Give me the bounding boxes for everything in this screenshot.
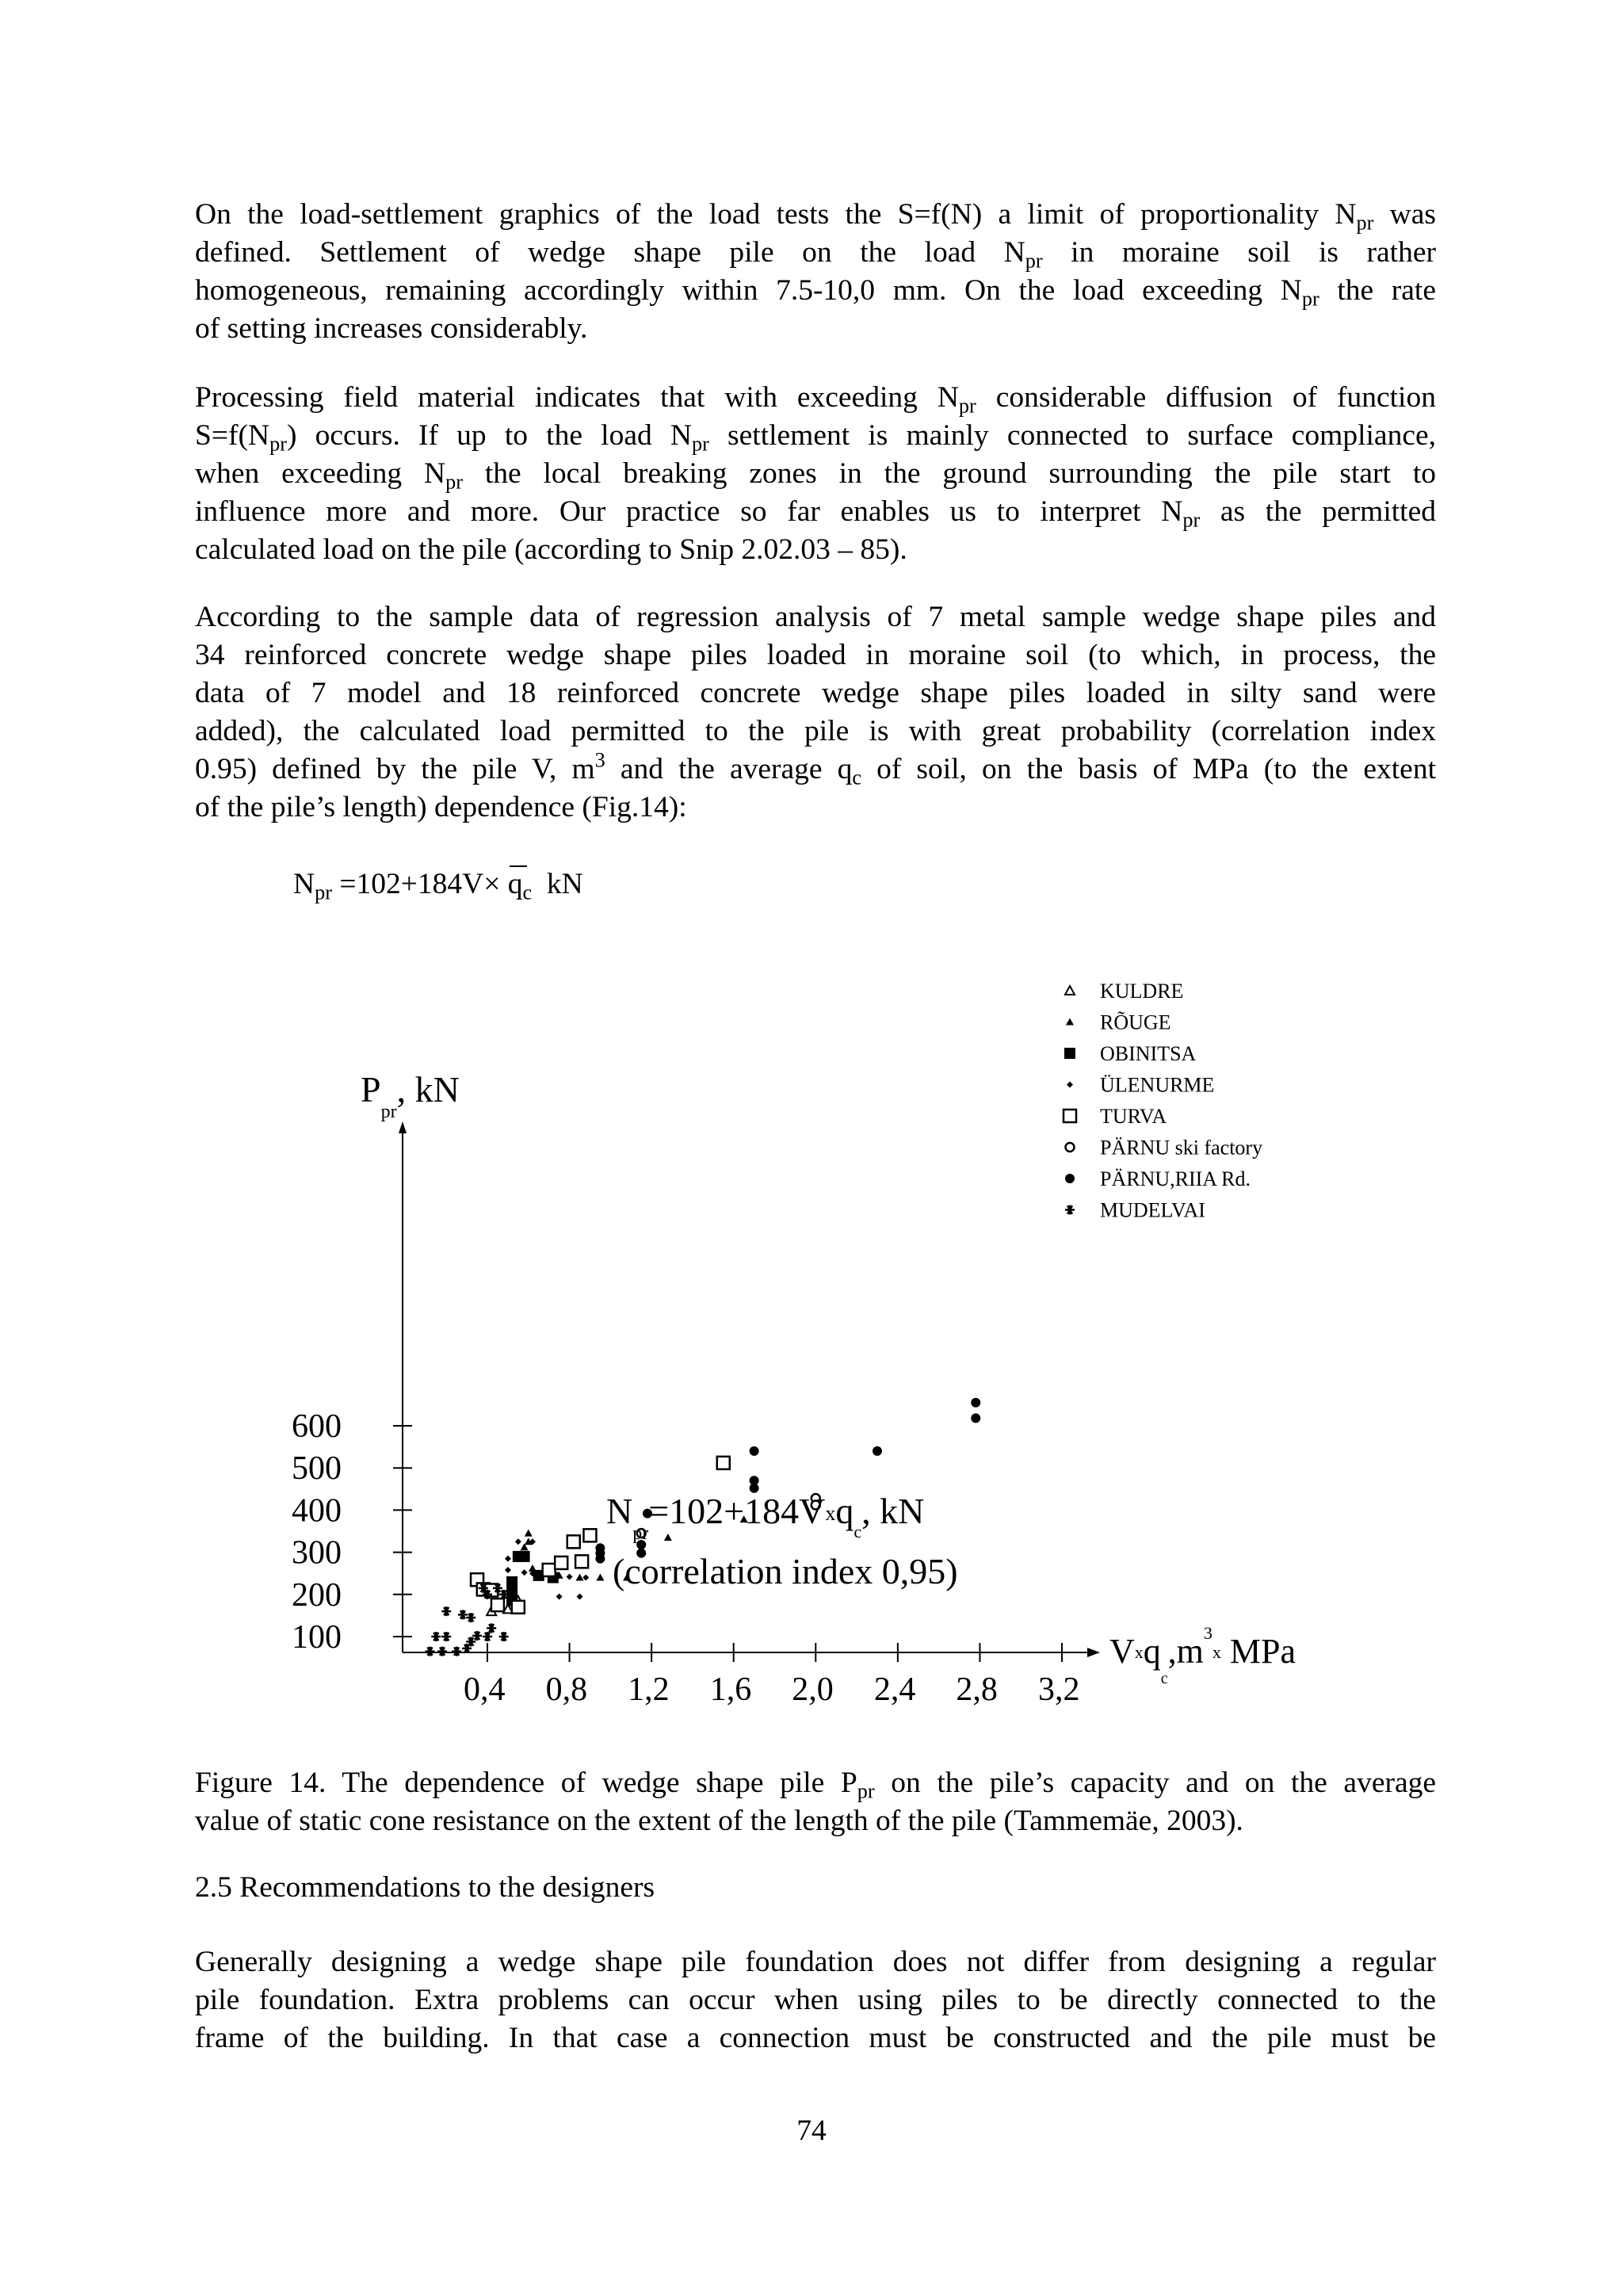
data-point <box>505 1567 511 1573</box>
data-point <box>437 1647 447 1656</box>
legend-marker <box>1065 1205 1075 1215</box>
data-point <box>519 1551 530 1562</box>
legend-marker <box>1066 1018 1074 1026</box>
plot-area <box>292 1069 1296 1708</box>
data-point <box>750 1446 759 1456</box>
legend-marker <box>1067 1082 1073 1088</box>
text-line: when exceeding $N_{pr}$ the local breaking zones in the ground surrounding the pile start to <box>195 457 1436 494</box>
y-tick-label: 400 <box>292 1492 342 1530</box>
data-point <box>596 1574 604 1581</box>
q-bar-symbol: $q_c$ <box>508 865 532 904</box>
y-tick-label: 100 <box>292 1619 342 1656</box>
x-tick-label: 2,4 <box>873 1671 916 1708</box>
regression-formula: $N_{pr}=102+184Vxq_c$, kN <box>606 1491 925 1544</box>
x-tick-label: 0,4 <box>464 1671 506 1708</box>
x-tick-label: 2,0 <box>792 1671 834 1708</box>
text-line: influence more and more. Our practice so far enables us to interpret $N_{pr}$ as the permitted <box>195 495 1436 532</box>
text-line: defined. Settlement of wedge shape pile on the load $N_{pr}$ in moraine soil is rather <box>195 236 1436 273</box>
text-line: frame of the building. In that case a connection must be constructed and the pile must be <box>195 2022 1436 2054</box>
x-axis-arrow <box>1087 1648 1100 1657</box>
data-point <box>971 1398 980 1408</box>
paragraph-regression <box>195 598 1436 827</box>
legend-marker <box>1064 1110 1076 1122</box>
data-point <box>583 1529 596 1541</box>
data-point <box>567 1573 573 1580</box>
data-point <box>512 1601 525 1614</box>
data-point <box>441 1606 451 1616</box>
text-line: added), the calculated load permitted to the pile is with great probability (correlation index <box>195 715 1436 747</box>
data-point <box>576 1574 584 1581</box>
x-tick-label: 2,8 <box>956 1671 998 1708</box>
text-line: 34 reinforced concrete wedge shape piles loaded in moraine soil (to which, in process, the <box>195 639 1436 671</box>
legend-label: ÜLENURME <box>1100 1073 1215 1097</box>
x-tick-label: 3,2 <box>1038 1671 1080 1708</box>
y-tick-label: 300 <box>292 1534 342 1572</box>
x-tick-label: 0,8 <box>545 1671 588 1708</box>
legend-label: PÄRNU ski factory <box>1100 1136 1263 1159</box>
data-point <box>543 1564 556 1576</box>
paragraph-designers <box>195 1943 1436 2057</box>
y-axis-label: $P_{pr}$, kN <box>361 1069 460 1122</box>
data-point <box>426 1647 435 1656</box>
data-point <box>971 1413 980 1423</box>
data-point <box>487 1623 496 1633</box>
data-point <box>505 1556 511 1562</box>
y-tick-label: 600 <box>292 1408 342 1445</box>
text-line: data of 7 model and 18 reinforced concrete wedge shape piles loaded in silty sand were <box>195 677 1436 709</box>
data-point <box>472 1631 482 1641</box>
data-point <box>556 1593 563 1599</box>
y-tick-label: 200 <box>292 1576 342 1614</box>
data-point <box>873 1446 882 1456</box>
text-line: $S=f(N_{pr})$ occurs. If up to the load $N_{pr}$ settlement is mainly connected to surface compliance, <box>195 419 1436 456</box>
legend-label: MUDELVAI <box>1100 1198 1205 1222</box>
data-point <box>521 1569 528 1576</box>
text-line: According to the sample data of regression analysis of 7 metal sample wedge shape piles and <box>195 601 1436 633</box>
text-line: of setting increases considerably. <box>195 312 588 345</box>
data-point <box>483 1632 492 1641</box>
legend-label: KULDRE <box>1100 980 1184 1003</box>
figure-14-chart <box>269 959 1363 1720</box>
legend-label: PÄRNU,RIIA Rd. <box>1100 1167 1251 1190</box>
correlation-index-label: (correlation index 0,95) <box>613 1551 958 1591</box>
legend-label: TURVA <box>1100 1105 1167 1128</box>
x-tick-label: 1,2 <box>628 1671 670 1708</box>
data-point <box>555 1557 567 1569</box>
text-line: calculated load on the pile (according to Snip 2.02.03 – 85). <box>195 533 907 566</box>
data-point <box>431 1632 441 1641</box>
formula: $N_{pr} =102+184V\times q_c$ kN <box>293 865 583 904</box>
paragraph-processing <box>195 379 1436 569</box>
text-line: Processing field material indicates that with exceeding $N_{pr}$ considerable diffusion of function <box>195 381 1436 418</box>
legend-label: OBINITSA <box>1100 1042 1197 1065</box>
figure-caption <box>195 1764 1436 1840</box>
data-point <box>458 1610 468 1619</box>
legend-marker <box>1065 986 1075 995</box>
data-point <box>577 1593 583 1599</box>
data-point <box>595 1554 605 1564</box>
data-point <box>525 1530 533 1537</box>
y-axis-arrow <box>399 1121 407 1133</box>
text-line: Figure 14. The dependence of wedge shape pile $P_{pr}$ on the pile’s capacity and on the average <box>195 1767 1436 1803</box>
data-point <box>664 1534 672 1541</box>
legend-label: RÕUGE <box>1100 1010 1171 1034</box>
data-point <box>452 1647 461 1656</box>
legend-marker <box>1065 1174 1075 1183</box>
text-line: homogeneous, remaining accordingly within 7.5-10,0 mm. On the load exceeding $N_{pr}$ the rate <box>195 274 1436 311</box>
section-heading: 2.5 Recommendations to the designers <box>195 1871 655 1904</box>
data-point <box>717 1457 730 1469</box>
legend-marker <box>1066 1143 1075 1152</box>
text-line: Generally designing a wedge shape pile foundation does not differ from designing a regular <box>195 1946 1436 1978</box>
text-line: pile foundation. Extra problems can occur when using piles to be directly connected to the <box>195 1984 1436 2016</box>
data-point <box>567 1535 580 1548</box>
data-point <box>466 1613 475 1622</box>
data-point <box>582 1575 589 1581</box>
data-point <box>441 1632 451 1641</box>
data-point <box>575 1555 588 1568</box>
text-line: of the pile’s length) dependence (Fig.14): <box>195 791 687 823</box>
text-line: 0.95) defined by the pile V, $m^3$ and the average $q_c$ of soil, on the basis of MPa (to the extent <box>195 748 1436 789</box>
x-axis-label: $Vxq_c,m^3_x$ MPa <box>1109 1623 1296 1687</box>
y-tick-label: 500 <box>292 1450 342 1488</box>
text-line: On the load-settlement graphics of the load tests the S=f(N) a limit of proportionality $N_{pr}$ was <box>195 198 1436 235</box>
paragraph-proportionality <box>195 196 1436 348</box>
data-point <box>499 1632 509 1641</box>
data-point <box>491 1599 504 1611</box>
page-number: 74 <box>796 2115 827 2147</box>
text-line: value of static cone resistance on the extent of the length of the pile (Tammemäe, 2003). <box>195 1805 1243 1837</box>
x-tick-label: 1,6 <box>709 1671 752 1708</box>
data-point <box>515 1538 521 1545</box>
legend <box>1064 980 1262 1222</box>
legend-marker <box>1064 1048 1075 1059</box>
